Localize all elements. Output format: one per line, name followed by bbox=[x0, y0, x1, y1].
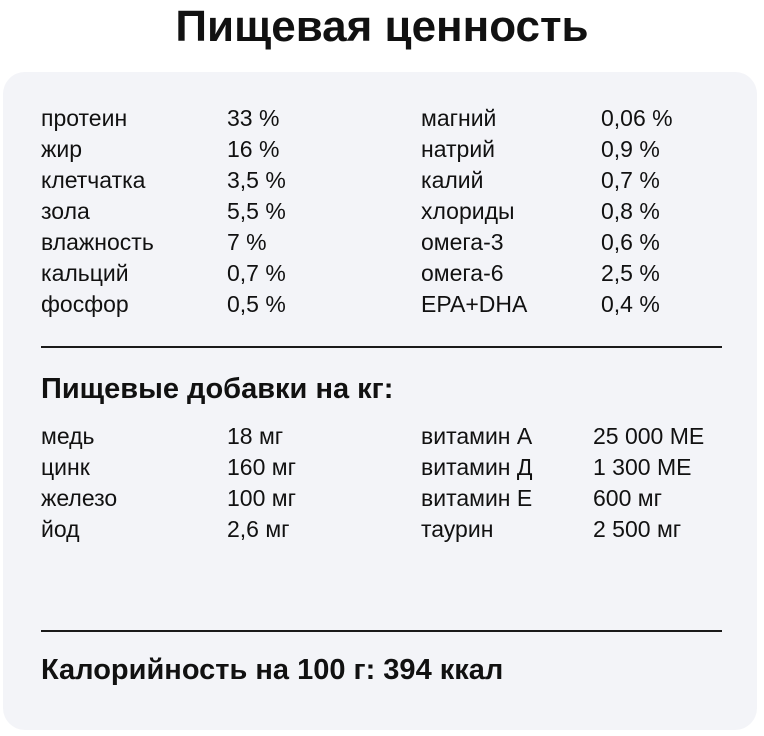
nutrient-value: 0,7 % bbox=[227, 260, 286, 286]
additive-value: 160 мг bbox=[227, 454, 296, 480]
nutrient-value: 2,5 % bbox=[601, 260, 660, 286]
additives-heading: Пищевые добавки на кг: bbox=[41, 373, 394, 405]
nutrient-value: 0,4 % bbox=[601, 291, 660, 317]
nutrient-value: 3,5 % bbox=[227, 167, 286, 193]
table-row bbox=[41, 452, 741, 483]
nutrient-name: влажность bbox=[41, 229, 154, 255]
nutrient-name: протеин bbox=[41, 105, 128, 131]
section-divider bbox=[41, 630, 722, 632]
nutrient-value: 0,9 % bbox=[601, 136, 660, 162]
additive-value: 2 500 мг bbox=[593, 516, 682, 542]
nutrient-name: хлориды bbox=[421, 198, 515, 224]
additive-value: 2,6 мг bbox=[227, 516, 290, 542]
nutrient-value: 0,8 % bbox=[601, 198, 660, 224]
additive-value: 600 мг bbox=[593, 485, 662, 511]
calories-line: Калорийность на 100 г: 394 ккал bbox=[41, 654, 504, 686]
additive-name: витамин Д bbox=[421, 454, 533, 480]
table-row bbox=[41, 514, 741, 545]
additive-name: цинк bbox=[41, 454, 90, 480]
table-row bbox=[41, 134, 741, 165]
additive-name: витамин А bbox=[421, 423, 533, 449]
nutrient-name: натрий bbox=[421, 136, 496, 162]
page-title: Пищевая ценность bbox=[175, 2, 589, 51]
composition-table bbox=[41, 103, 741, 320]
table-row bbox=[41, 289, 741, 320]
nutrient-name: фосфор bbox=[41, 291, 129, 317]
nutrient-value: 0,5 % bbox=[227, 291, 286, 317]
table-row bbox=[41, 483, 741, 514]
nutrient-name: жир bbox=[41, 136, 83, 162]
nutrient-name: омега-3 bbox=[421, 229, 504, 255]
nutrient-value: 0,6 % bbox=[601, 229, 660, 255]
additive-value: 25 000 МЕ bbox=[593, 423, 705, 449]
additive-name: железо bbox=[41, 485, 118, 511]
additive-value: 18 мг bbox=[227, 423, 284, 449]
nutrient-value: 0,7 % bbox=[601, 167, 660, 193]
table-row bbox=[41, 227, 741, 258]
nutrient-value: 7 % bbox=[227, 229, 267, 255]
additive-name: медь bbox=[41, 423, 95, 449]
table-row bbox=[41, 103, 741, 134]
table-row bbox=[41, 258, 741, 289]
nutrient-value: 0,06 % bbox=[601, 105, 673, 131]
nutrient-name: зола bbox=[41, 198, 90, 224]
additives-table bbox=[41, 421, 741, 545]
nutrient-name: омега-6 bbox=[421, 260, 504, 286]
nutrient-name: калий bbox=[421, 167, 484, 193]
nutrient-value: 33 % bbox=[227, 105, 280, 131]
table-row bbox=[41, 165, 741, 196]
nutrient-value: 5,5 % bbox=[227, 198, 286, 224]
nutrient-name: EPA+DHA bbox=[421, 291, 528, 317]
nutrient-value: 16 % bbox=[227, 136, 280, 162]
section-divider bbox=[41, 346, 722, 348]
additive-name: витамин Е bbox=[421, 485, 533, 511]
additive-name: йод bbox=[41, 516, 80, 542]
additive-value: 100 мг bbox=[227, 485, 296, 511]
nutrient-name: кальций bbox=[41, 260, 129, 286]
table-row bbox=[41, 196, 741, 227]
nutrient-name: клетчатка bbox=[41, 167, 146, 193]
additive-value: 1 300 МЕ bbox=[593, 454, 692, 480]
table-row bbox=[41, 421, 741, 452]
nutrient-name: магний bbox=[421, 105, 497, 131]
additive-name: таурин bbox=[421, 516, 494, 542]
